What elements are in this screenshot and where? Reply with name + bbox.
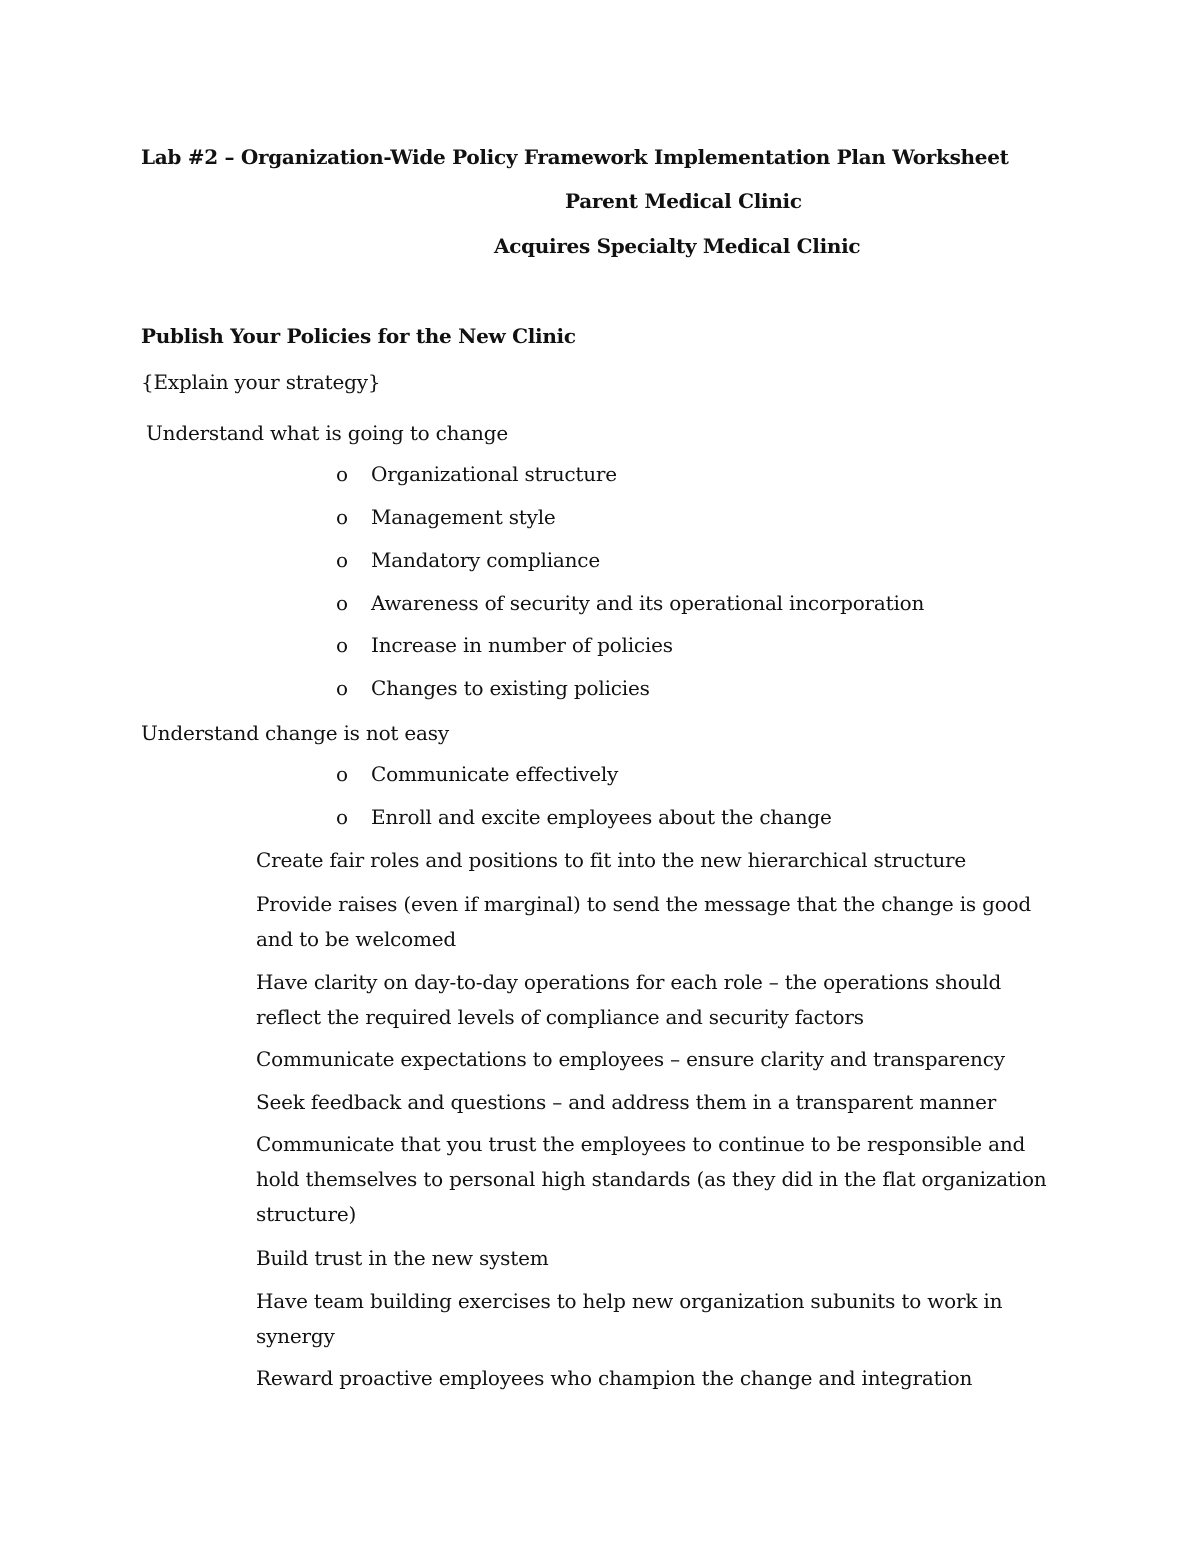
list-item: Communicate effectively [371, 762, 619, 786]
bullet-marker: o [336, 462, 349, 486]
instruction-text: {Explain your strategy} [141, 370, 381, 394]
bullet-marker: o [336, 676, 349, 700]
action-line: Create fair roles and positions to fit into the new hierarchical structure [256, 848, 967, 872]
list-item: Increase in number of policies [371, 633, 673, 657]
action-line: Seek feedback and questions – and address them in a transparent manner [256, 1090, 997, 1114]
action-line: hold themselves to personal high standards (as they did in the flat organization [256, 1167, 1047, 1191]
action-line: Reward proactive employees who champion the change and integration [256, 1366, 973, 1390]
section-heading: Publish Your Policies for the New Clinic [141, 324, 576, 348]
bullet-marker: o [336, 633, 349, 657]
document-title: Lab #2 – Organization-Wide Policy Framework Implementation Plan Worksheet [141, 145, 1009, 169]
list-item: Organizational structure [371, 462, 617, 486]
list-item: Management style [371, 505, 556, 529]
action-line: structure) [256, 1202, 357, 1226]
action-line: Communicate expectations to employees – ensure clarity and transparency [256, 1047, 1005, 1071]
bullet-marker: o [336, 505, 349, 529]
list-item: Awareness of security and its operational incorporation [371, 591, 925, 615]
bullet-marker: o [336, 805, 349, 829]
point-understand-change: Understand what is going to change [146, 421, 508, 445]
action-line: reflect the required levels of compliance and security factors [256, 1005, 864, 1029]
action-line: Communicate that you trust the employees to continue to be responsible and [256, 1132, 1026, 1156]
document-subtitle-acquisition: Acquires Specialty Medical Clinic [494, 234, 861, 258]
action-line: and to be welcomed [256, 927, 456, 951]
action-line: Have clarity on day-to-day operations for each role – the operations should [256, 970, 1002, 994]
action-line: Build trust in the new system [256, 1246, 549, 1270]
action-line: Have team building exercises to help new organization subunits to work in [256, 1289, 1003, 1313]
list-item: Mandatory compliance [371, 548, 600, 572]
bullet-marker: o [336, 762, 349, 786]
action-line: synergy [256, 1324, 335, 1348]
action-line: Provide raises (even if marginal) to send the message that the change is good [256, 892, 1032, 916]
bullet-marker: o [336, 591, 349, 615]
list-item: Changes to existing policies [371, 676, 650, 700]
list-item: Enroll and excite employees about the change [371, 805, 832, 829]
document-subtitle-parent-clinic: Parent Medical Clinic [565, 189, 802, 213]
bullet-marker: o [336, 548, 349, 572]
point-change-not-easy: Understand change is not easy [141, 721, 449, 745]
